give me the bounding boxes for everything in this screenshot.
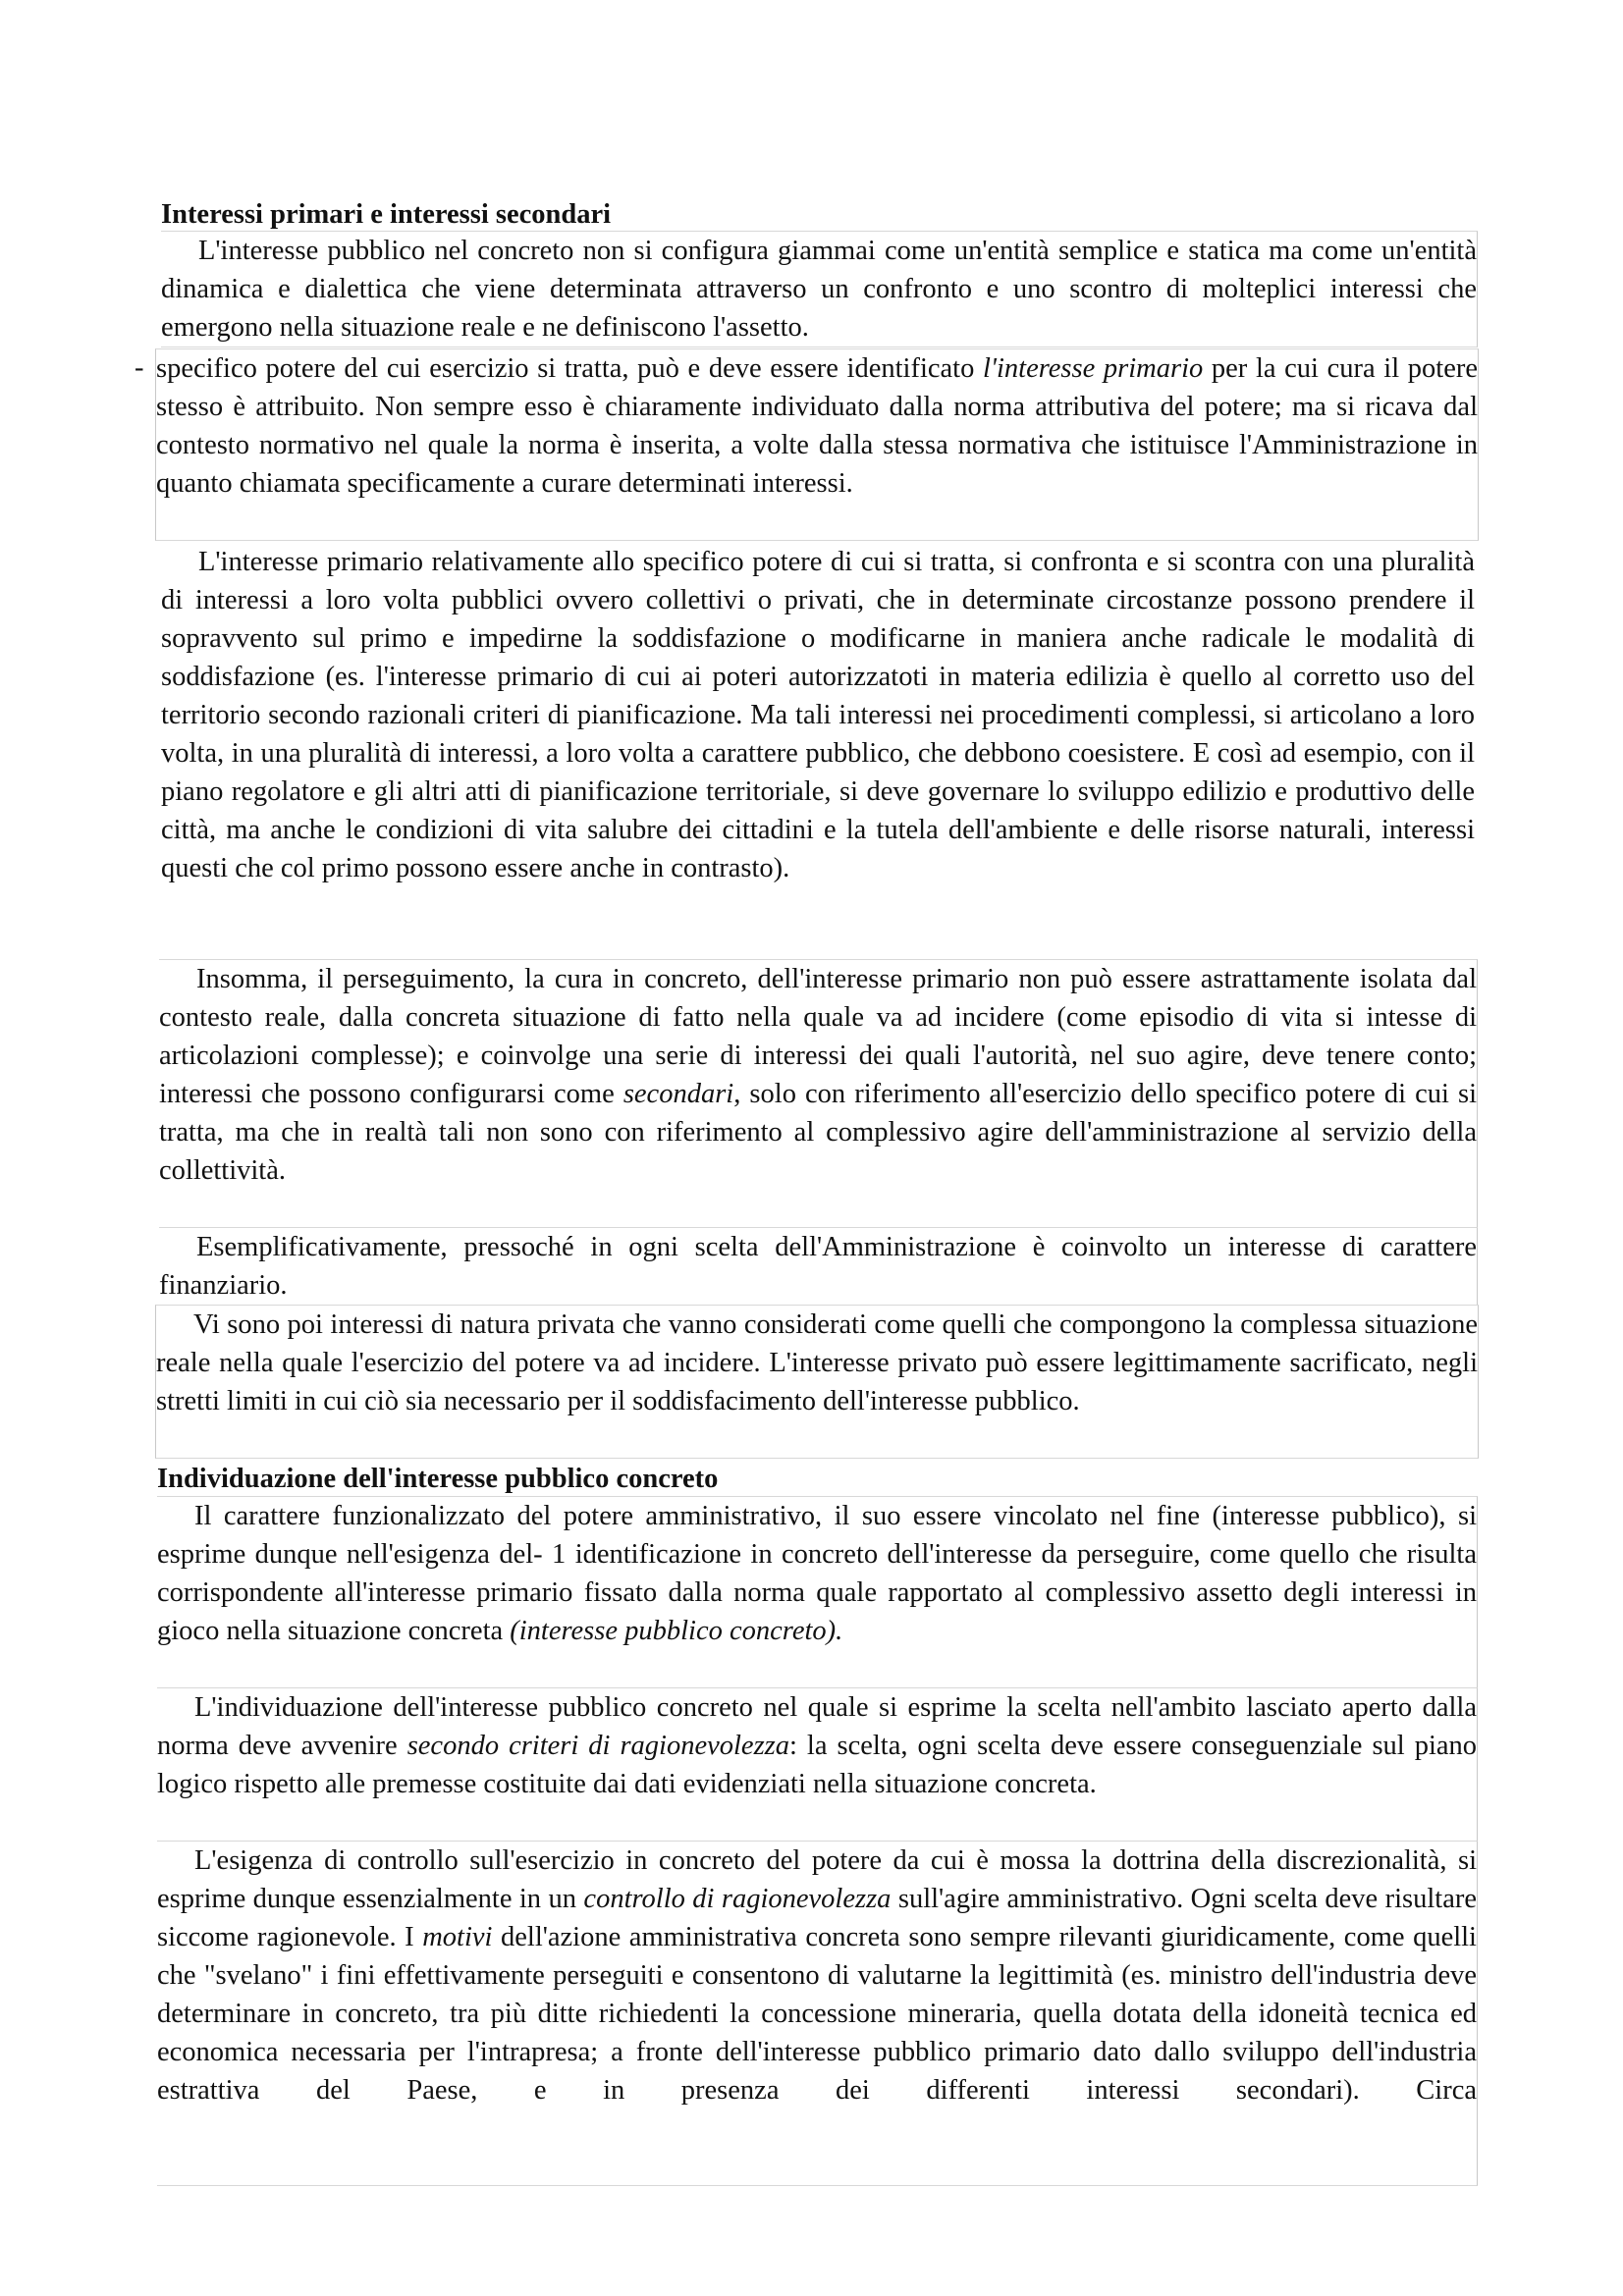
- emphasis-motivi: motivi: [422, 1922, 493, 1952]
- emphasis-interesse-primario: l'interesse primario: [983, 353, 1204, 384]
- list-dash: -: [135, 352, 144, 383]
- paragraph-private-interests: Vi sono poi interessi di natura privata che vanno considerati come quelli che compongono la complessa situazione reale nella quale l'esercizio del potere va ad incidere. L'interesse privato può essere legittimamente sacrificato, negli stretti limiti in cui ciò sia necessario per il soddisfacimento dell'interesse pubblico.: [155, 1305, 1479, 1459]
- paragraph-financial-interest: Esemplificativamente, pressoché in ogni scelta dell'Amministrazione è coinvolto un interesse di carattere finanziario.: [159, 1227, 1478, 1306]
- paragraph-reasonableness: L'individuazione dell'interesse pubblico concreto nel quale si esprime la scelta nell'ambito lasciato aperto dalla norma deve avvenire secondo criteri di ragionevolezza: la scelta, ogni scelta deve essere conseguenziale sul piano logico rispetto alle premesse costituite dai dati evidenziati nella situazione concreta.: [157, 1687, 1478, 1842]
- emphasis-criteri-ragionevolezza: secondo criteri di ragionevolezza: [406, 1731, 790, 1761]
- paragraph-plurality-interests: L'interesse primario relativamente allo specifico potere di cui si tratta, si confronta e si scontra con una pluralità di interessi a loro volta pubblici ovvero collettivi o privati, che in determinate circostanze possono prendere il sopravvento sul primo e impedirne la soddisfazione o modificarne in maniera anche radicale le modalità di soddisfazione (es. l'interesse primario di cui ai poteri autorizzatoti in materia edilizia è quello al corretto uso del territorio secondo razionali criteri di pianificazione. Ma tali interessi nei procedimenti complessi, si articolano a loro volta, in una pluralità di interessi, a loro volta a carattere pubblico, che debbono coesistere. E così ad esempio, con il piano regolatore e gli altri atti di pianificazione territoriale, si deve governare lo sviluppo edilizio e produttivo delle città, ma anche le condizioni di vita salubre dei cittadini e la tutela dell'ambiente e delle risorse naturali, interessi questi che col primo possono essere anche in contrasto).: [161, 547, 1475, 883]
- emphasis-controllo-ragionevolezza: controllo di ragionevolezza: [583, 1884, 892, 1914]
- paragraph-control: L'esigenza di controllo sull'esercizio in concreto del potere da cui è mossa la dottrina della discrezionalità, si esprime dunque essenzialmente in un controllo di ragionevolezza sull'agire amministrativo. Ogni scelta deve risultare siccome ragionevole. I motivi dell'azione amministrativa concreta sono sempre rilevanti giuridicamente, come quelli che "svelano" i fini effettivamente perseguiti e consentono di valutarne la legittimità (es. ministro dell'industria deve determinare in concreto, tra più ditte richiedenti la concessione mineraria, quella dotata della idoneità tecnica ed economica necessaria per l'intrapresa; a fronte dell'interesse pubblico primario dato dallo sviluppo dell'industria estrattiva del Paese, e in presenza dei differenti interessi secondari). Circa: [157, 1841, 1478, 2186]
- paragraph-functionalized-power: Il carattere funzionalizzato del potere amministrativo, il suo essere vincolato nel fine (interesse pubblico), si esprime dunque nell'esigenza del- 1 identificazione in concreto dell'interesse da perseguire, come quello che risulta corrispondente all'interesse primario fissato dalla norma quale rapportato al complessivo assetto degli interessi in gioco nella situazione concreta (interesse pubblico concreto).: [157, 1496, 1478, 1688]
- paragraph-primary-interest: specifico potere del cui esercizio si tratta, può e deve essere identificato l'interesse primario per la cui cura il potere stesso è attribuito. Non sempre esso è chiaramente individuato dalla norma attributiva del potere; ma si ricava dal contesto normativo nel quale la norma è inserita, a volte dalla stessa normativa che istituisce l'Amministrazione in quanto chiamata specificamente a curare determinati interessi.: [155, 348, 1479, 541]
- emphasis-secondari: secondari: [622, 1079, 734, 1109]
- paragraph-insomma: Insomma, il perseguimento, la cura in concreto, dell'interesse primario non può essere astrattamente isolata dal contesto reale, dalla concreta situazione di fatto nella quale va ad incidere (come episodio di vita si intesse di articolazioni complesse); e coinvolge una serie di interessi dei quali l'autorità, nel suo agire, deve tenere conto; interessi che possono configurarsi come secondari, solo con riferimento all'esercizio dello specifico potere di cui si tratta, ma che in realtà tali non sono con riferimento al complessivo agire dell'amministrazione al servizio della collettività.: [159, 959, 1478, 1228]
- emphasis-interesse-pubblico-concreto: (interesse pubblico concreto).: [510, 1616, 843, 1646]
- section-heading-concrete-interest: Individuazione dell'interesse pubblico concreto: [157, 1464, 719, 1494]
- paragraph-intro: L'interesse pubblico nel concreto non si configura giammai come un'entità semplice e statica ma come un'entità dinamica e dialettica che viene determinata attraverso un confronto e uno scontro di molteplici interessi che emergono nella situazione reale e ne definiscono l'assetto.: [161, 231, 1478, 347]
- section-heading-primary-secondary: Interessi primari e interessi secondari: [161, 199, 612, 230]
